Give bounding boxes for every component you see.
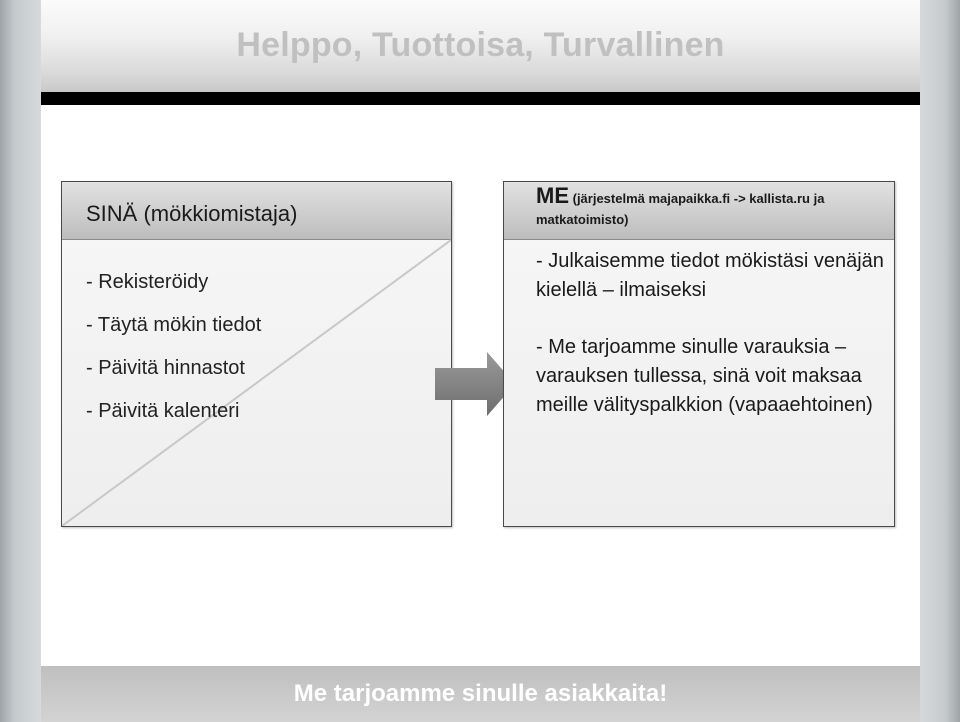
left-box-owner bbox=[61, 181, 452, 527]
right-box-body bbox=[536, 247, 886, 420]
right-box-heading-detail: (järjestelmä majapaikka.fi -> kallista.ru ja matkatoimisto) bbox=[536, 191, 825, 227]
right-box-heading bbox=[536, 185, 876, 230]
footer-band bbox=[41, 666, 920, 722]
list-item: - Päivitä hinnastot bbox=[86, 357, 245, 379]
left-box-list bbox=[86, 270, 261, 442]
list-item: - Rekisteröidy bbox=[86, 271, 209, 293]
slide bbox=[41, 0, 920, 722]
right-box-heading-main: ME bbox=[536, 183, 569, 208]
title-divider bbox=[41, 92, 920, 105]
footer-text: Me tarjoamme sinulle asiakkaita! bbox=[293, 680, 668, 707]
list-item: - Täytä mökin tiedot bbox=[86, 314, 262, 336]
paragraph-publish: - Julkaisemme tiedot mökistäsi venäjän kielellä – ilmaiseksi bbox=[536, 250, 884, 301]
list-item: - Päivitä kalenteri bbox=[86, 400, 240, 422]
title-band bbox=[41, 0, 920, 92]
right-box-service bbox=[503, 181, 895, 527]
paragraph-bookings: - Me tarjoamme sinulle varauksia – varauksen tullessa, sinä voit maksaa meille välityspalkkion (vapaaehtoinen) bbox=[536, 336, 873, 416]
left-box-heading: SINÄ (mökkiomistaja) bbox=[86, 201, 298, 226]
slide-title: Helppo, Tuottoisa, Turvallinen bbox=[236, 26, 725, 64]
